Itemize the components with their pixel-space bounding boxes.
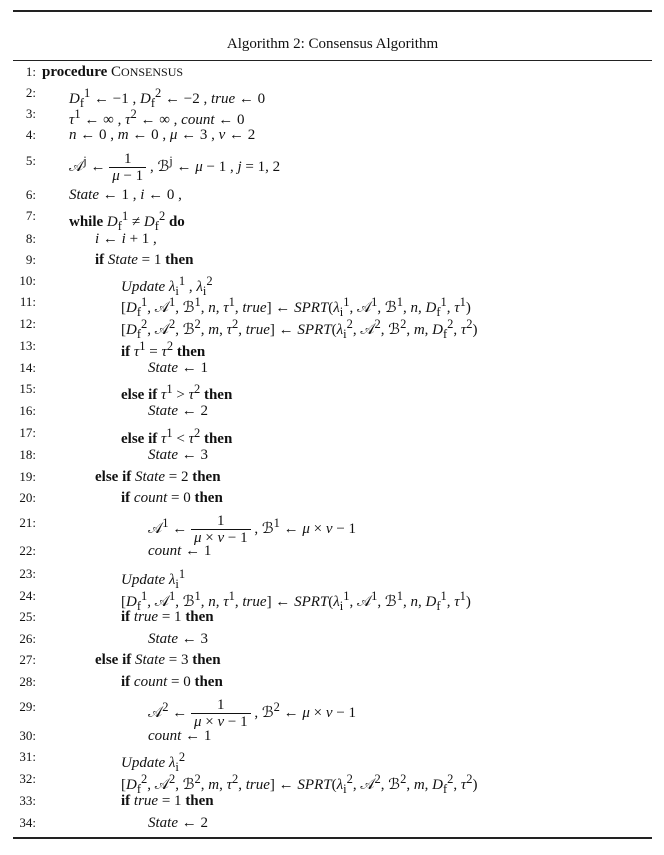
line-number: 16: <box>19 403 36 418</box>
algorithm-line <box>0 184 664 206</box>
algorithm-line <box>0 812 664 834</box>
line-number: 8: <box>25 231 36 246</box>
algorithm-line <box>0 540 664 562</box>
algorithm-line <box>0 142 664 185</box>
algorithm-line <box>0 466 664 488</box>
line-number: 26: <box>19 631 36 646</box>
line-code: State ← 1 <box>148 360 208 376</box>
line-number: 4: <box>25 127 36 142</box>
algorithm-line <box>0 61 664 83</box>
algorithm-line <box>0 606 664 628</box>
line-number: 13: <box>19 338 36 353</box>
line-code: else if $\tau^1 < \tau^2$ then <box>121 426 233 447</box>
algorithm-line <box>0 82 664 110</box>
line-number: 28: <box>19 674 36 689</box>
line-number: 22: <box>19 543 36 558</box>
line-number: 12: <box>19 316 36 331</box>
line-code: $\tau^1$ ← ∞ , $\tau^2$ ← ∞ , count ← 0 <box>69 107 245 128</box>
algorithm-line <box>0 291 664 319</box>
line-number: 2: <box>25 85 36 100</box>
line-code: State ← 3 <box>148 631 208 647</box>
line-code: n ← 0 , m ← 0 , μ ← 3 , ν ← 2 <box>69 127 256 143</box>
algorithm-line <box>0 335 664 360</box>
line-number: 20: <box>19 490 36 505</box>
line-number: 34: <box>19 815 36 830</box>
line-code: State ← 2 <box>148 815 208 831</box>
top-rule <box>13 10 652 12</box>
algorithm-line <box>0 585 664 613</box>
algorithm-line <box>0 725 664 747</box>
line-code: [$D_f^2$, 𝒜$^2$, ℬ$^2$, m, $\tau^2$, true] ← $SPRT(\lambda_i^2$, 𝒜$^2$, ℬ$^2$, m, $D_f^2$, $\tau^2$) <box>121 317 478 341</box>
line-number: 23: <box>19 566 36 581</box>
line-code: while $D_f^1 \ne D_f^2$ do <box>69 209 185 233</box>
line-number: 6: <box>25 187 36 202</box>
line-number: 11: <box>19 294 36 309</box>
line-code: Update $\lambda_i^1$ <box>121 567 186 591</box>
algorithm-line <box>0 768 664 796</box>
line-code: if count = 0 then <box>121 674 223 690</box>
line-number: 21: <box>19 515 36 530</box>
line-number: 14: <box>19 360 36 375</box>
line-number: 17: <box>19 425 36 440</box>
line-code: State ← 1 , i ← 0 , <box>69 187 182 203</box>
algorithm-line <box>0 628 664 650</box>
line-code: [$D_f^1$, 𝒜$^1$, ℬ$^1$, n, $\tau^1$, true] ← $SPRT(\lambda_i^1$, 𝒜$^1$, ℬ$^1$, n, $D_f^1$, $\tau^1$) <box>121 295 471 319</box>
line-number: 1: <box>25 64 36 79</box>
line-number: 9: <box>25 252 36 267</box>
line-code: if count = 0 then <box>121 490 223 506</box>
line-number: 19: <box>19 469 36 484</box>
line-number: 29: <box>19 699 36 714</box>
line-code: count ← 1 <box>148 543 212 559</box>
line-code: if State = 1 then <box>95 252 194 268</box>
line-number: 27: <box>19 652 36 667</box>
line-code: 𝒜$^j$ ← $\frac{1}{\mu - 1}$ , ℬ$^j$ ← μ − 1 , j = 1, 2 <box>69 151 281 185</box>
algorithm-line <box>0 270 664 298</box>
line-number: 10: <box>19 273 36 288</box>
line-code: 𝒜$^1$ ← $\frac{1}{\mu \times \nu - 1}$ , ℬ$^1$ ← μ × ν − 1 <box>148 513 357 547</box>
line-number: 30: <box>19 728 36 743</box>
line-number: 33: <box>19 793 36 808</box>
line-code: else if State = 3 then <box>95 652 221 668</box>
algorithm-line <box>0 746 664 774</box>
algorithm-line <box>0 357 664 379</box>
bottom-rule <box>13 837 652 839</box>
algorithm-line <box>0 422 664 447</box>
line-code: Update $\lambda_i^2$ <box>121 750 186 774</box>
algorithm-line <box>0 504 664 547</box>
algorithm-line <box>0 103 664 128</box>
algorithm-line <box>0 249 664 271</box>
line-code: i ← i + 1 , <box>95 231 157 247</box>
line-code: State ← 3 <box>148 447 208 463</box>
line-code: count ← 1 <box>148 728 212 744</box>
line-code: State ← 2 <box>148 403 208 419</box>
line-number: 15: <box>19 381 36 396</box>
line-number: 7: <box>25 208 36 223</box>
algorithm-line <box>0 205 664 233</box>
algorithm-line <box>0 649 664 671</box>
algorithm-line <box>0 688 664 731</box>
algorithm-line <box>0 790 664 812</box>
line-code: 𝒜$^2$ ← $\frac{1}{\mu \times \nu - 1}$ , ℬ$^2$ ← μ × ν − 1 <box>148 697 357 731</box>
line-code: Update $\lambda_i^1$ , $\lambda_i^2$ <box>121 274 213 298</box>
line-number: 18: <box>19 447 36 462</box>
algorithm-title: Algorithm 2: Consensus Algorithm <box>226 36 439 52</box>
line-code: [$D_f^2$, 𝒜$^2$, ℬ$^2$, m, $\tau^2$, true] ← $SPRT(\lambda_i^2$, 𝒜$^2$, ℬ$^2$, m, $D_f^2$, $\tau^2$) <box>121 772 478 796</box>
line-code: procedure CONSENSUS <box>42 64 184 80</box>
line-number: 3: <box>25 106 36 121</box>
line-code: else if $\tau^1 > \tau^2$ then <box>121 382 233 403</box>
line-code: [$D_f^1$, 𝒜$^1$, ℬ$^1$, n, $\tau^1$, true] ← $SPRT(\lambda_i^1$, 𝒜$^1$, ℬ$^1$, n, $D_f^1$, $\tau^1$) <box>121 589 471 613</box>
line-code: $D_f^1$ ← −1 , $D_f^2$ ← −2 , true ← 0 <box>69 86 266 110</box>
algorithm-line <box>0 313 664 341</box>
line-number: 5: <box>25 153 36 168</box>
line-number: 32: <box>19 771 36 786</box>
algorithm-line <box>0 228 664 250</box>
line-code: if true = 1 then <box>121 609 214 625</box>
line-number: 31: <box>19 749 36 764</box>
algorithm-line <box>0 444 664 466</box>
line-number: 24: <box>19 588 36 603</box>
algorithm-line <box>0 400 664 422</box>
algorithm-line <box>0 378 664 403</box>
line-code: if $\tau^1 = \tau^2$ then <box>121 339 206 360</box>
line-code: else if State = 2 then <box>95 469 221 485</box>
algorithm-line <box>0 563 664 591</box>
line-code: if true = 1 then <box>121 793 214 809</box>
line-number: 25: <box>19 609 36 624</box>
